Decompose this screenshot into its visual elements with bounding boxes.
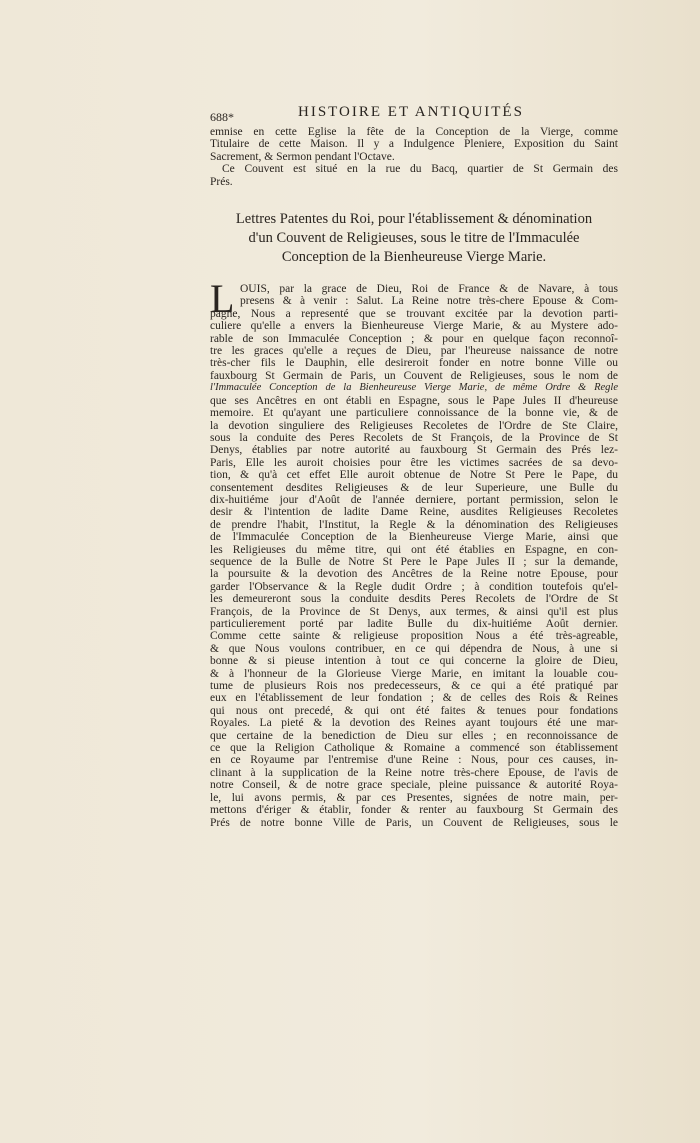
body-line: le, lui avons permis, & par ces Presentes, signées de notre main, per- xyxy=(210,791,618,804)
body-line: la poursuite & la devotion des Ancêtres de la Reine notre Epouse, pour xyxy=(210,568,618,581)
body-line: très-cher fils le Dauphin, elle desireroit fonder en notre bonne Ville ou xyxy=(210,357,618,370)
body-line: les demeureront sous la conduite desdits Peres Recolets de l'Ordre de St xyxy=(210,593,618,606)
body-line: mettons d'ériger & établir, fonder & renter au fauxbourg St Germain des xyxy=(210,804,618,817)
body-line: l'Immaculée Conception de la Bienheureuse Vierge Marie, de même Ordre & Regle xyxy=(210,382,618,394)
body-line: memoire. Et qu'ayant une particuliere connoissance de la bonne vie, & de xyxy=(210,407,618,420)
body-line: garder l'Observance & la Regle dudit Ordre ; à condition toutefois qu'el- xyxy=(210,580,618,593)
drop-cap: L xyxy=(210,276,235,322)
section-title-line: Lettres Patentes du Roi, pour l'établissement & dénomination xyxy=(235,211,593,228)
section-title-line: d'un Couvent de Religieuses, sous le titre de l'Immaculée xyxy=(248,230,580,247)
body-line: que ses Ancêtres en ont établi en Espagne, sous le Pape Jules II d'heureuse xyxy=(210,394,618,407)
intro-line: Sacrement, & Sermon pendant l'Octave. xyxy=(210,150,395,163)
body-line: presens & à venir : Salut. La Reine notre très-chere Epouse & Com- xyxy=(240,295,618,308)
body-line: tre les graces qu'elle a reçues de Dieu, par l'heureuse naissance de notre xyxy=(210,345,618,358)
body-line: & à l'honneur de la Glorieuse Vierge Marie, en imitant la louable cou- xyxy=(210,667,618,680)
body-line: qui nous ont precedé, & qui ont été faites & tenues pour fondations xyxy=(210,704,618,717)
body-line: OUIS, par la grace de Dieu, Roi de France & de Navare, à tous xyxy=(240,283,618,296)
body-line: tion, & qu'à cet effet Elle auroit obtenue de Notre St Pere le Pape, du xyxy=(210,469,618,482)
running-title: HISTOIRE ET ANTIQUITÉS xyxy=(298,104,524,120)
body-line: Royales. La pieté & la devotion des Reines ayant toujours été une mar- xyxy=(210,717,618,730)
intro-line: Ce Couvent est situé en la rue du Bacq, quartier de St Germain des xyxy=(222,163,618,176)
body-line: particulierement porté par ladite Bulle du dix-huitiéme Août dernier. xyxy=(210,618,618,630)
body-line: que certaine de la benediction de Dieu sur elles ; en reconnoissance de xyxy=(210,729,618,742)
page-number: 688* xyxy=(210,110,234,124)
body-line: François, de la Province de St Denys, aux termes, & ainsi qu'il est plus xyxy=(210,605,618,618)
body-line: dix-huitiéme jour d'Août de l'année derniere, portant permission, selon le xyxy=(210,493,618,506)
body-line: sequence de la Bulle de Notre St Pere le Pape Jules II ; sur la demande, xyxy=(210,555,618,568)
body-line: bonne & si pieuse intention à tout ce qui concerne la gloire de Dieu, xyxy=(210,655,618,668)
body-line: Prés de notre bonne Ville de Paris, un Couvent de Religieuses, sous le xyxy=(210,816,618,829)
body-line: pagne, Nous a representé que se trouvant excitée par la devotion parti- xyxy=(210,307,618,320)
body-line: Paris, Elle les auroit choisies pour être les victimes sacrées de sa devo- xyxy=(210,456,618,469)
body-line: ce que la Religion Catholique & Romaine a commencé son établissement xyxy=(210,742,618,755)
body-line: notre Conseil, & de notre grace speciale, pleine puissance & autorité Roya- xyxy=(210,779,618,792)
section-title-line: Conception de la Bienheureuse Vierge Marie. xyxy=(281,249,547,266)
body-line: eux en l'établissement de leur fondation ; & de celles des Rois & Reines xyxy=(210,692,618,705)
intro-line: Prés. xyxy=(210,175,233,188)
body-line: tume de plusieurs Rois nos predecesseurs, & ce qui a été pratiqué par xyxy=(210,680,618,693)
body-line: fauxbourg St Germain de Paris, un Couvent de Religieuses, sous le nom de xyxy=(210,369,618,382)
body-line: culiere qu'elle a envers la Bienheureuse Vierge Marie, & au Mystere ado- xyxy=(210,320,618,333)
body-line: desir & l'intention de ladite Dame Reine, ausdites Religieuses Recoletes xyxy=(210,506,618,519)
body-line: consentement desdites Religieuses & de leur Superieure, une Bulle du xyxy=(210,481,618,494)
letters-patent-text xyxy=(210,276,618,829)
intro-line: emnise en cette Eglise la fête de la Conception de la Vierge, comme xyxy=(210,126,618,138)
body-line: Comme cette sainte & religieuse proposition Nous a été très-agreable, xyxy=(210,630,618,643)
body-line: les Religieuses du même titre, qui ont été établies en Espagne, en con- xyxy=(210,543,618,556)
body-line: de l'Immaculée Conception de la Bienheureuse Vierge Marie, ainsi que xyxy=(210,531,618,544)
body-line: sous la conduite des Peres Recolets de St François, de la Province de St xyxy=(210,431,618,444)
intro-line: Titulaire de cette Maison. Il y a Indulgence Pleniere, Exposition du Saint xyxy=(210,138,618,151)
text-column xyxy=(210,104,618,829)
body-line: clinant à la supplication de la Reine notre très-chere Epouse, de l'avis de xyxy=(210,766,618,779)
section-title xyxy=(210,210,618,267)
body-line: rable de son Immaculée Conception ; & pour en quelque façon reconnoî- xyxy=(210,332,618,345)
intro-paragraph xyxy=(210,126,618,188)
body-line: Denys, établies par notre autorité au fauxbourg St Germain des Prés lez- xyxy=(210,444,618,457)
body-line: en ce Royaume par l'entremise d'une Reine : Nous, pour ces causes, in- xyxy=(210,754,618,767)
body-line: de prendre l'habit, l'Institut, la Regle & la dénomination des Religieuses xyxy=(210,518,618,531)
body-line: & que Nous voulons contribuer, en ce qui dépendra de Nous, à une si xyxy=(210,642,618,655)
body-line: la devotion singuliere des Religieuses Recoletes de l'Ordre de Ste Claire, xyxy=(210,419,618,432)
running-head xyxy=(210,104,618,126)
